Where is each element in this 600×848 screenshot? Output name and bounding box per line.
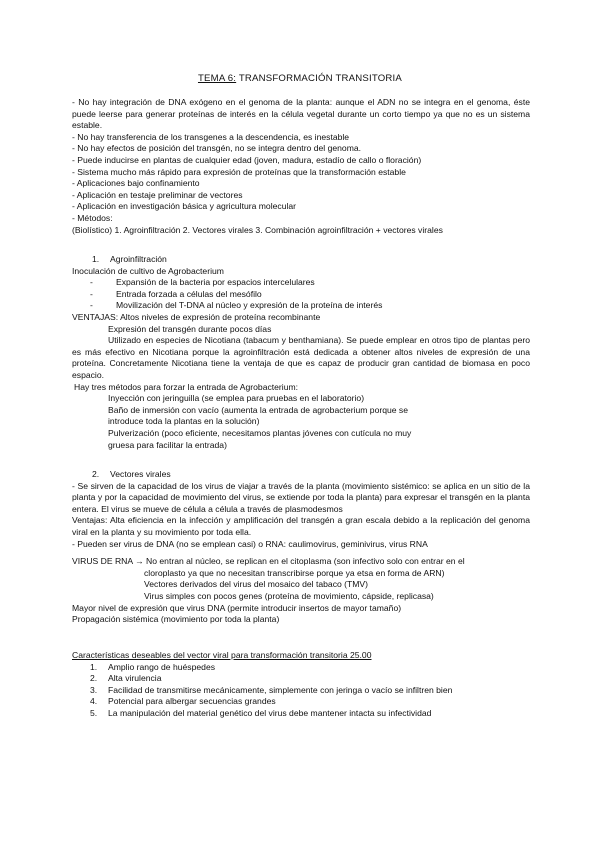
metodo-item: Pulverización (poco eficiente, necesitamos plantas jóvenes con cutícula no muy gruesa para facilitar la entrada) xyxy=(108,427,412,450)
propagacion-line: Propagación sistémica (movimiento por toda la planta) xyxy=(72,614,280,625)
section-heading: 2. Vectores virales xyxy=(92,469,171,479)
intro-line: - Métodos: xyxy=(72,212,113,223)
list-item: 3. Facilidad de transmitirse mecánicamente, simplemente con jeringa o vacío se infiltren bien xyxy=(90,684,453,695)
intro-line: - No hay integración de DNA exógeno en el genoma de la planta: aunque el ADN no se integra en el genoma, éste puede leerse para generar proteínas de interés en la célula vegetal durante un corto tiempo ya que no es un sistema estable. xyxy=(72,97,530,131)
bullet-item: - Expansión de la bacteria por espacios intercelulares xyxy=(90,277,315,288)
ventajas-line-2: Expresión del transgén durante pocos días xyxy=(108,323,272,334)
page-title xyxy=(0,73,600,84)
metodos-intro: Hay tres métodos para forzar la entrada de Agrobacterium: xyxy=(74,381,299,392)
intro-line: - No hay transferencia de los transgenes a la descendencia, es inestable xyxy=(72,131,350,142)
intro-line: - Aplicación en testaje preliminar de vectores xyxy=(72,189,243,200)
virus-rna-detail: Vectores derivados del virus del mosaico del tabaco (TMV) xyxy=(144,579,369,590)
virus-rna-detail: cloroplasto ya que no necesitan transcribirse porque ya etsa en forma de ARN) xyxy=(144,567,445,578)
mayor-nivel-line: Mayor nivel de expresión que virus DNA (permite introducir insertos de mayor tamaño) xyxy=(72,602,402,613)
intro-section xyxy=(72,97,530,236)
caracteristicas-section xyxy=(72,650,530,720)
virus-rna-detail: Virus simples con pocos genes (proteína de movimiento, cápside, replicasa) xyxy=(144,590,434,601)
intro-line: - Aplicación en investigación básica y agricultura molecular xyxy=(72,201,297,212)
section-agroinfiltracion xyxy=(72,254,530,451)
vectores-paragraph-2: Ventajas: Alta eficiencia en la infección y amplificación del transgén a gran escala debido a la replicación del genoma viral en la planta y su movimiento por toda ella. xyxy=(72,515,530,537)
intro-line: - No hay efectos de posición del transgén, no se integra dentro del genoma. xyxy=(72,143,362,154)
list-item: 2. Alta virulencia xyxy=(90,673,162,684)
section-vectores-virales xyxy=(72,469,530,626)
section-heading: 1. Agroinfiltración xyxy=(92,254,167,264)
bullet-item: - Movilización del T-DNA al núcleo y expresión de la proteína de interés xyxy=(90,300,383,311)
list-item: 5. La manipulación del material genético del virus debe mantener intacta su infectividad xyxy=(90,707,432,718)
virus-rna-line: VIRUS DE RNA → No entran al núcleo, se replican en el citoplasma (son infectivo solo con entrar en el xyxy=(72,556,465,567)
intro-line: - Aplicaciones bajo confinamiento xyxy=(72,178,200,189)
vectores-paragraph-1: - Se sirven de la capacidad de los virus de viajar a través de la planta (movimiento sistémico: se aplica en un sitio de la planta y por la capacidad de movimiento del virus, se extiende por toda la planta) para expresar el transgén en la planta entera. El virus se mueve de célula a célula a través de plasmodesmos xyxy=(72,480,530,514)
vectores-paragraph-3: - Pueden ser virus de DNA (no se emplean casi) o RNA: caulimovirus, geminivirus, virus RNA xyxy=(72,538,428,549)
intro-line: - Sistema mucho más rápido para expresión de proteínas que la transformación estable xyxy=(72,166,406,177)
title-prefix: TEMA 6: xyxy=(197,73,237,84)
title-text: TRANSFORMACIÓN TRANSITORIA xyxy=(236,73,403,84)
metodo-item: Inyección con jeringuilla (se emplea para pruebas en el laboratorio) xyxy=(108,393,365,404)
list-item: 1. Amplio rango de huéspedes xyxy=(90,661,216,672)
nicotiana-paragraph: Utilizado en especies de Nicotiana (tabacum y benthamiana). Se puede emplear en otros tipo de plantas pero es más efectivo en Nicotiana porque la agroinfiltración está dedicada a obtener altos niveles de expresión de una proteína. Concretamente Nicotiana tiene la ventaja de que es capaz de producir gran cantidad de biomasa en poco espacio. xyxy=(72,335,530,380)
metodo-item: Baño de inmersión con vacío (aumenta la entrada de agrobacterium porque se introduce toda la plantas en la solución) xyxy=(108,404,409,427)
intro-line: - Puede inducirse en plantas de cualquier edad (joven, madura, estadío de callo o floración) xyxy=(72,154,422,165)
bullet-item: - Entrada forzada a células del mesófilo xyxy=(90,288,262,299)
caracteristicas-heading: Características deseables del vector viral para transformación transitoria 25.00 xyxy=(72,650,372,660)
ventajas-line: VENTAJAS: Altos niveles de expresión de proteína recombinante xyxy=(72,311,321,322)
inoculacion-line: Inoculación de cultivo de Agrobacterium xyxy=(72,265,224,276)
list-item: 4. Potencial para albergar secuencias grandes xyxy=(90,696,276,707)
intro-line: (Biolístico) 1. Agroinfiltración 2. Vectores virales 3. Combinación agroinfiltración + vectores virales xyxy=(72,224,443,235)
